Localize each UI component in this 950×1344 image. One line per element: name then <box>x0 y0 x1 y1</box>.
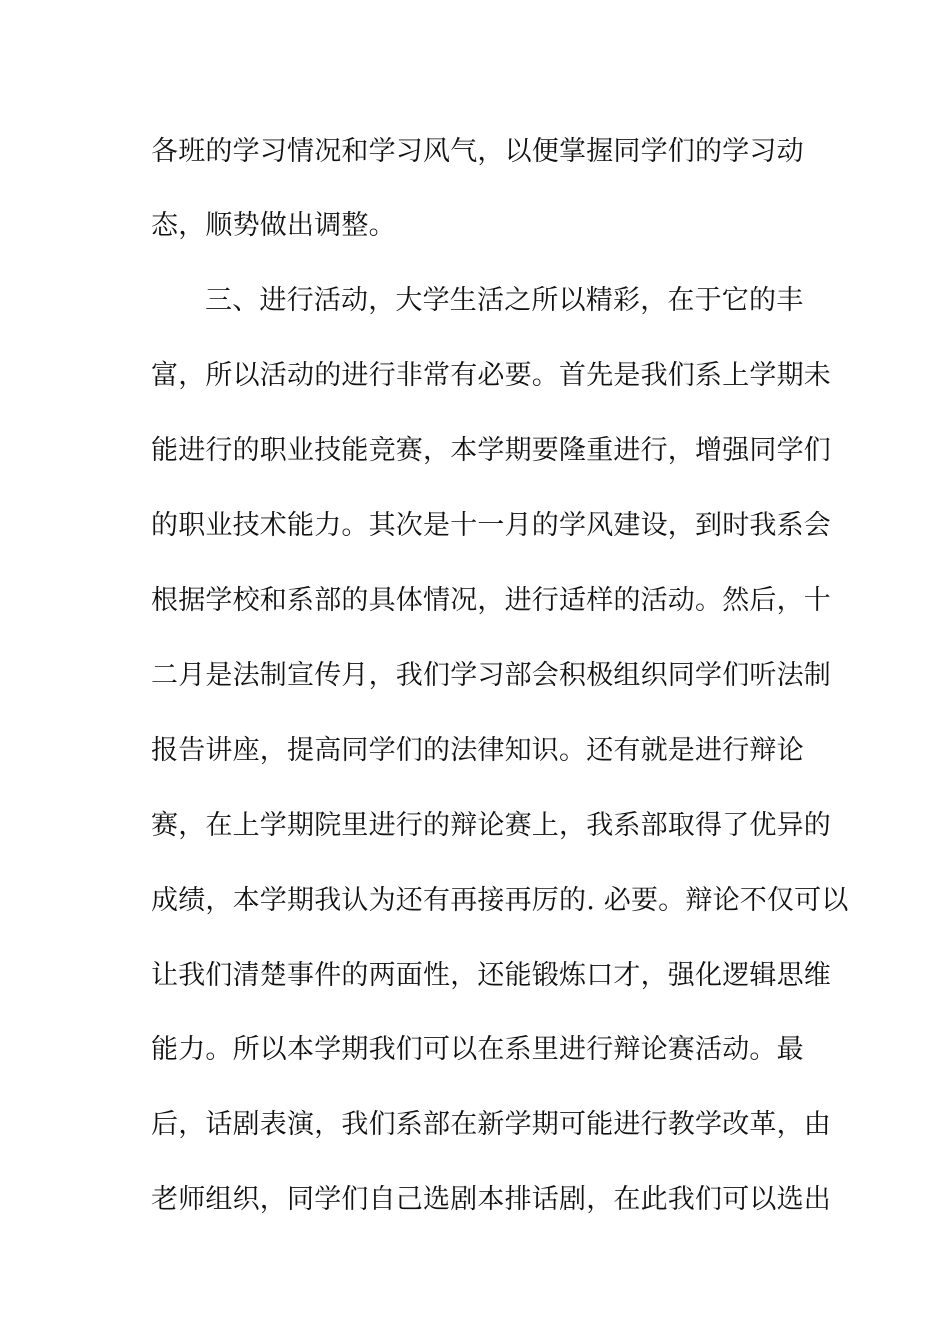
text-line: 二月是法制宣传月，我们学习部会积极组织同学们听法制 <box>151 660 831 691</box>
text-line: 后，话剧表演，我们系部在新学期可能进行教学改革，由 <box>151 1109 831 1140</box>
text-line: 成绩，本学期我认为还有再接再厉的. 必要。辩论不仅可以 <box>151 885 849 916</box>
text-line: 的职业技术能力。其次是十一月的学风建设，到时我系会 <box>151 510 831 541</box>
text-line: 能力。所以本学期我们可以在系里进行辩论赛活动。最 <box>151 1034 804 1065</box>
text-line: 能进行的职业技能竞赛，本学期要隆重进行，增强同学们 <box>151 435 831 466</box>
text-line: 老师组织，同学们自己选剧本排话剧，在此我们可以选出 <box>151 1184 831 1215</box>
text-line: 报告讲座，提高同学们的法律知识。还有就是进行辩论 <box>151 735 804 766</box>
text-line: 让我们清楚事件的两面性，还能锻炼口才，强化逻辑思维 <box>151 960 831 991</box>
text-line: 各班的学习情况和学习风气，以便掌握同学们的学习动 <box>151 136 804 167</box>
paragraph-start-line: 三、进行活动，大学生活之所以精彩，在于它的丰 <box>205 285 804 316</box>
text-line: 赛，在上学期院里进行的辩论赛上，我系部取得了优异的 <box>151 810 831 841</box>
text-line: 富，所以活动的进行非常有必要。首先是我们系上学期未 <box>151 360 831 391</box>
text-line: 根据学校和系部的具体情况，进行适样的活动。然后，十 <box>151 585 831 616</box>
text-line: 态，顺势做出调整。 <box>151 210 396 241</box>
